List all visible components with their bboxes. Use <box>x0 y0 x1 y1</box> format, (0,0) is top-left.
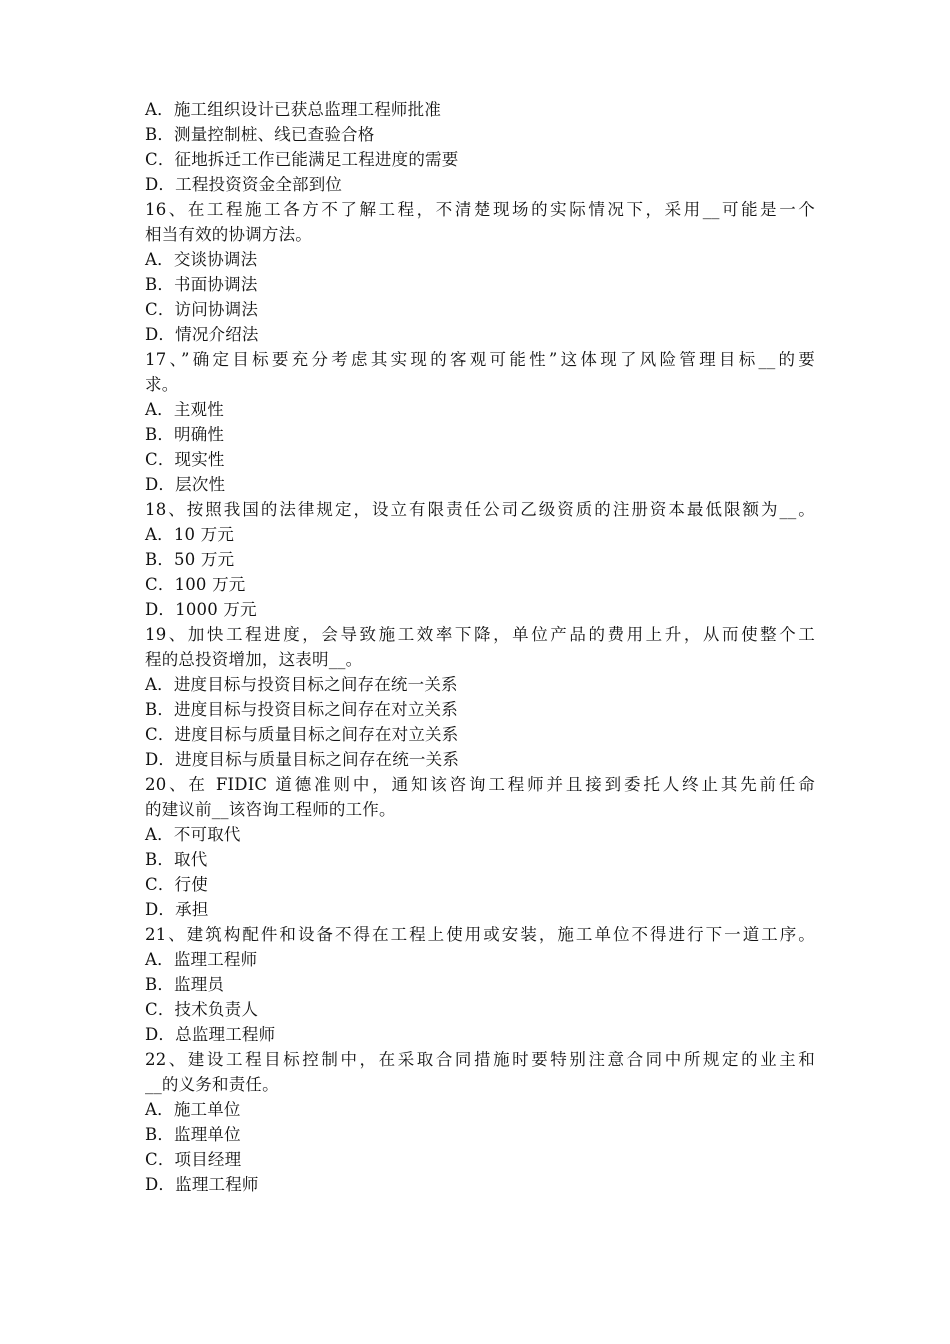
question-text: 22、建设工程目标控制中，在采取合同措施时要特别注意合同中所规定的业主和 <box>145 1050 815 1069</box>
answer-option: D．监理工程师 <box>145 1175 259 1194</box>
question-text: 19、加快工程进度，会导致施工效率下降，单位产品的费用上升，从而使整个工 <box>145 625 815 644</box>
answer-option: D．1000 万元 <box>145 600 257 619</box>
answer-option: B．50 万元 <box>145 550 235 569</box>
answer-option: C．进度目标与质量目标之间存在对立关系 <box>145 725 459 744</box>
answer-option: B．取代 <box>145 850 208 869</box>
answer-option: D．进度目标与质量目标之间存在统一关系 <box>145 750 460 769</box>
answer-option: B．明确性 <box>145 425 225 444</box>
question-text-continued: 的建议前__该咨询工程师的工作。 <box>145 800 396 819</box>
question-text: 21、建筑构配件和设备不得在工程上使用或安装，施工单位不得进行下一道工序。 <box>145 925 815 944</box>
question-text-continued: 求。 <box>145 375 179 394</box>
answer-option: A．进度目标与投资目标之间存在统一关系 <box>145 675 458 694</box>
answer-option: A．交谈协调法 <box>145 250 258 269</box>
answer-option: D．总监理工程师 <box>145 1025 276 1044</box>
answer-option: B．书面协调法 <box>145 275 258 294</box>
question-text: 17、”确定目标要充分考虑其实现的客观可能性”这体现了风险管理目标__的要 <box>145 350 815 369</box>
answer-option: A．不可取代 <box>145 825 241 844</box>
answer-option: C．项目经理 <box>145 1150 242 1169</box>
answer-option: C．技术负责人 <box>145 1000 259 1019</box>
answer-option: C．100 万元 <box>145 575 246 594</box>
answer-option: A．施工组织设计已获总监理工程师批准 <box>145 100 442 119</box>
answer-option: D．情况介绍法 <box>145 325 259 344</box>
answer-option: A．监理工程师 <box>145 950 258 969</box>
question-text: 18、按照我国的法律规定，设立有限责任公司乙级资质的注册资本最低限额为__。 <box>145 500 815 519</box>
question-text: 20、在 FIDIC 道德准则中，通知该咨询工程师并且接到委托人终止其先前任命 <box>145 775 815 794</box>
answer-option: C．现实性 <box>145 450 225 469</box>
answer-option: C．征地拆迁工作已能满足工程进度的需要 <box>145 150 459 169</box>
answer-option: C．访问协调法 <box>145 300 259 319</box>
question-text: 16、在工程施工各方不了解工程，不清楚现场的实际情况下，采用__可能是一个 <box>145 200 815 219</box>
answer-option: A．主观性 <box>145 400 224 419</box>
answer-option: A．10 万元 <box>145 525 235 544</box>
question-text-continued: 相当有效的协调方法。 <box>145 225 312 244</box>
answer-option: D．层次性 <box>145 475 226 494</box>
question-text-continued: 程的总投资增加，这表明__。 <box>145 650 363 669</box>
answer-option: D．工程投资资金全部到位 <box>145 175 343 194</box>
answer-option: A．施工单位 <box>145 1100 241 1119</box>
answer-option: B．测量控制桩、线已查验合格 <box>145 125 375 144</box>
answer-option: C．行使 <box>145 875 208 894</box>
question-text-continued: __的义务和责任。 <box>145 1075 279 1094</box>
answer-option: B．监理单位 <box>145 1125 241 1144</box>
answer-option: B．进度目标与投资目标之间存在对立关系 <box>145 700 458 719</box>
document-page <box>145 97 815 1197</box>
answer-option: D．承担 <box>145 900 209 919</box>
answer-option: B．监理员 <box>145 975 225 994</box>
